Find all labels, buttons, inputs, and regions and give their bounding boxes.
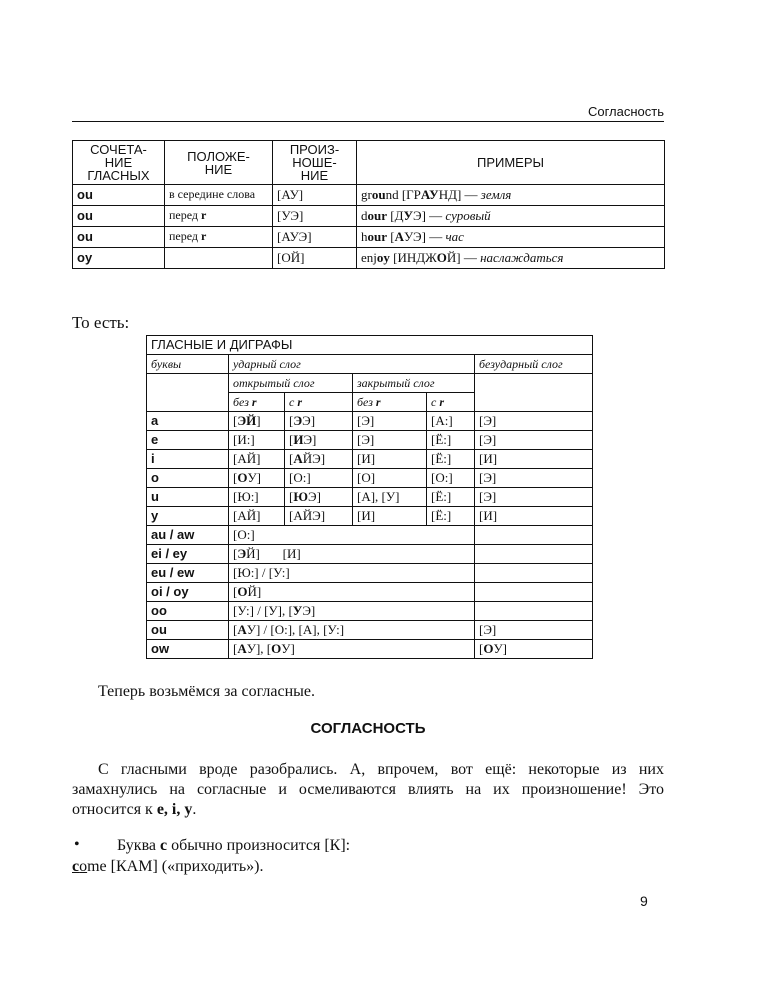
cell-combo: ou — [73, 185, 165, 206]
cell-position — [165, 248, 273, 269]
cell-example: hour [АУЭ] — час — [357, 227, 665, 248]
table-row: au / aw [О:] — [147, 526, 593, 545]
col-stressed: ударный слог — [229, 355, 475, 374]
cell-example: enjoy [ИНДЖОЙ] — наслаждаться — [357, 248, 665, 269]
intro-paragraph: С гласными вроде разобрались. А, впрочем, вот ещё: некоторые из них замахнулись на согласные и осмеливаются влиять на их произношение! Это относится к e, i, y. — [72, 761, 664, 818]
col-closed-with-r: с r — [427, 393, 475, 412]
col-open-with-r: с r — [285, 393, 353, 412]
table-row: i [АЙ] [АЙЭ] [И] [Ё:] [И] — [147, 450, 593, 469]
header-examples: ПРИМЕРЫ — [357, 141, 665, 185]
col-closed-no-r: без r — [353, 393, 427, 412]
cell-pron: [ОЙ] — [273, 248, 357, 269]
header-combination: СОЧЕТА- НИЕ ГЛАСНЫХ — [73, 141, 165, 185]
table2-title: ГЛАСНЫЕ И ДИГРАФЫ — [147, 336, 593, 355]
cell-pron: [УЭ] — [273, 206, 357, 227]
table-row: eu / ew [Ю:] / [У:] — [147, 564, 593, 583]
cell-combo: ou — [73, 206, 165, 227]
table-row: ow [АУ], [ОУ] [ОУ] — [147, 640, 593, 659]
col-unstressed: безударный слог — [475, 355, 593, 374]
header-position: ПОЛОЖЕ- НИЕ — [165, 141, 273, 185]
table-header-row — [73, 141, 665, 185]
vowel-combinations-table — [72, 140, 665, 269]
table-row: e [И:] [ИЭ] [Э] [Ё:] [Э] — [147, 431, 593, 450]
table-row — [73, 248, 665, 269]
bullet-line: Буква c обычно произносится [К]: — [117, 837, 351, 854]
table-row — [73, 206, 665, 227]
table-row — [73, 185, 665, 206]
vowels-digraphs-table — [146, 335, 593, 659]
col-open: открытый слог — [229, 374, 353, 393]
cell-position: перед r — [165, 227, 273, 248]
table-row: oo [У:] / [У], [УЭ] — [147, 602, 593, 621]
running-head: Согласность — [72, 103, 664, 122]
table-row: ou [АУ] / [О:], [А], [У:] [Э] — [147, 621, 593, 640]
table-row: y [АЙ] [АЙЭ] [И] [Ё:] [И] — [147, 507, 593, 526]
cell-example: ground [ГРАУНД] — земля — [357, 185, 665, 206]
bullet-icon: • — [74, 836, 80, 853]
cell-position: в середине слова — [165, 185, 273, 206]
section-heading: СОГЛАСНОСТЬ — [310, 720, 426, 737]
table-row: u [Ю:] [ЮЭ] [А], [У] [Ё:] [Э] — [147, 488, 593, 507]
cell-example: dour [ДУЭ] — суровый — [357, 206, 665, 227]
teper-line: Теперь возьмёмся за согласные. — [98, 683, 315, 700]
col-letters: буквы — [147, 355, 229, 374]
cell-combo: ou — [73, 227, 165, 248]
header-pronunciation: ПРОИЗ- НОШЕ- НИЕ — [273, 141, 357, 185]
to-est-label: То есть: — [72, 313, 130, 332]
cell-position: перед r — [165, 206, 273, 227]
cell-pron: [АУ] — [273, 185, 357, 206]
table-row: o [ОУ] [О:] [О] [О:] [Э] — [147, 469, 593, 488]
table-row: oi / oy [ОЙ] — [147, 583, 593, 602]
col-open-no-r: без r — [229, 393, 285, 412]
cell-pron: [АУЭ] — [273, 227, 357, 248]
table-row: a [ЭЙ] [ЭЭ] [Э] [А:] [Э] — [147, 412, 593, 431]
cell-combo: oy — [73, 248, 165, 269]
col-closed: закрытый слог — [353, 374, 475, 393]
page-number: 9 — [640, 893, 648, 909]
example-line: come [КАМ] («приходить»). — [72, 858, 264, 875]
table-row — [73, 227, 665, 248]
table-row: ei / ey [ЭЙ] [И] — [147, 545, 593, 564]
